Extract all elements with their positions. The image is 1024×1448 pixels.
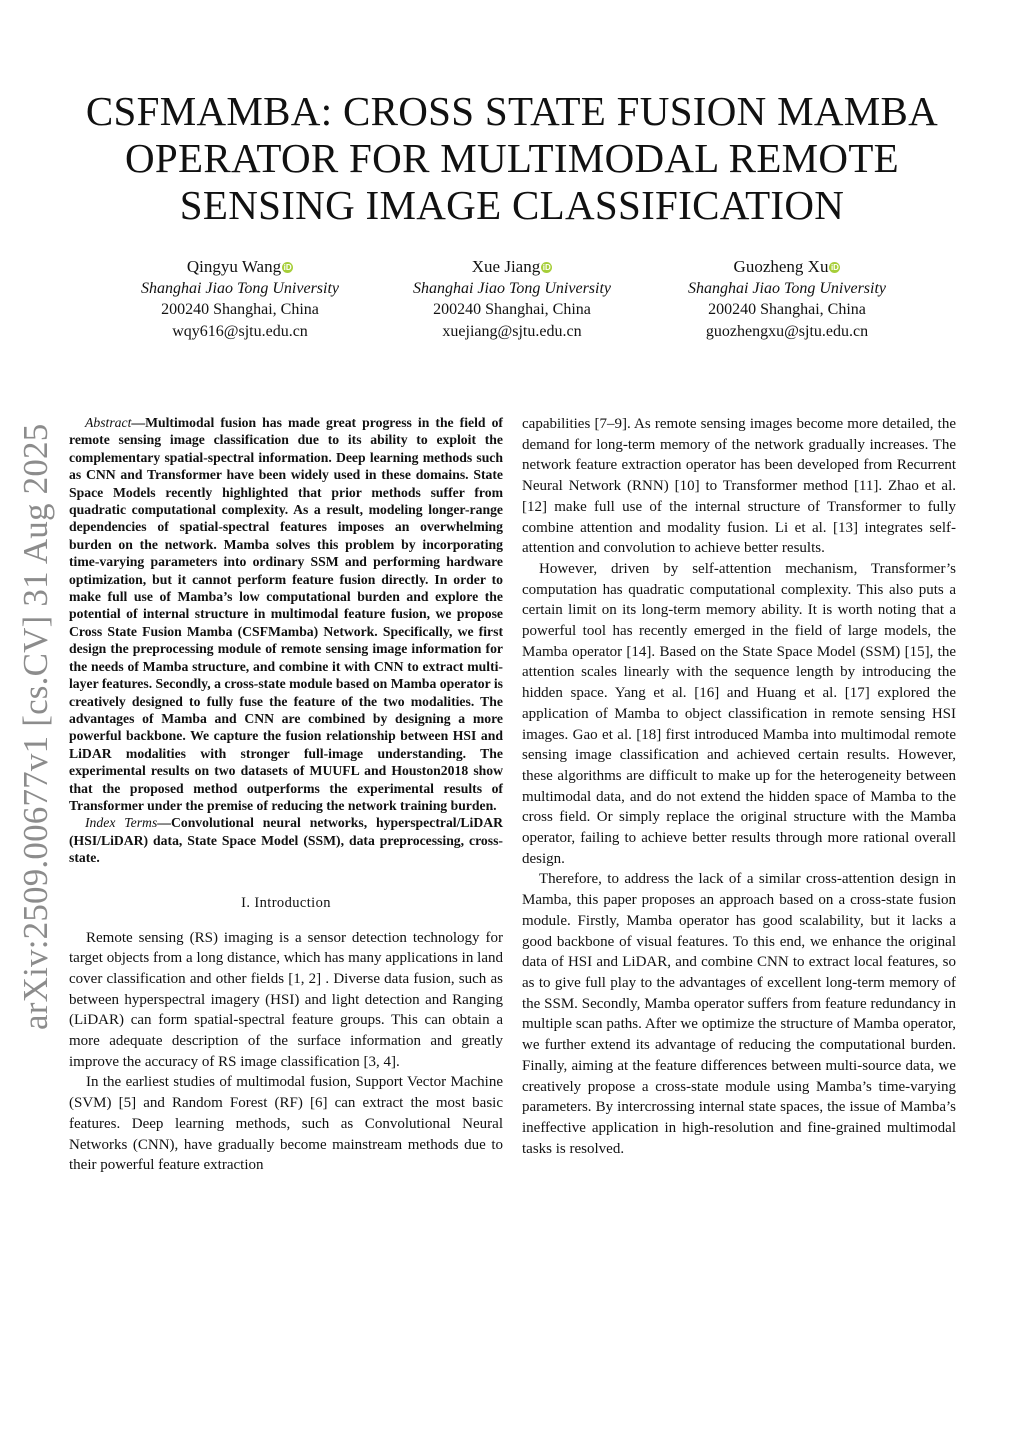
author-name: Qingyu Wang <box>186 257 282 276</box>
orcid-icon[interactable]: iD <box>283 263 292 272</box>
author-3 <box>647 256 927 342</box>
paper-title: CSFMAMBA: CROSS STATE FUSION MAMBA OPERATOR FOR MULTIMODAL REMOTE SENSING IMAGE CLASSIFICATION <box>85 88 939 228</box>
abstract-lead: Abstract <box>85 415 132 430</box>
author-email: guozhengxu@sjtu.edu.cn <box>705 322 869 340</box>
index-terms-text: —Convolutional neural networks, hyperspectral/LiDAR (HSI/LiDAR) data, State Space Model (SSM), data preprocessing, cross-state. <box>69 815 503 866</box>
body-paragraph: Remote sensing (RS) imaging is a sensor detection technology for target objects from a long distance, which has many applications in land cover classification and other fields [1, 2] . Diverse data fusion, such as between hyperspectral imagery (HSI) and light detection and Ranging (LiDAR) can form spatial-spectral feature groups. This can obtain a more adequate description of the surface information and greatly improve the accuracy of RS image classification [3, 4]. <box>69 929 503 1070</box>
section-heading-introduction: I. Introduction <box>241 894 331 911</box>
author-2 <box>372 256 652 342</box>
author-affiliation: Shanghai Jiao Tong University <box>140 279 340 297</box>
author-email: wqy616@sjtu.edu.cn <box>172 322 308 340</box>
index-terms <box>69 814 503 866</box>
arxiv-watermark: arXiv:2509.00677v1 [cs.CV] 31 Aug 2025 <box>16 423 55 1030</box>
body-paragraph: In the earliest studies of multimodal fusion, Support Vector Machine (SVM) [5] and Random Forest (RF) [6] can extract the most basic features. Deep learning methods, such as Convolutional Neural Networks (CNN), have gradually become mainstream methods due to their powerful feature extraction <box>69 1074 503 1174</box>
author-email: xuejiang@sjtu.edu.cn <box>442 322 582 340</box>
author-name: Xue Jiang <box>471 257 541 276</box>
author-affiliation: Shanghai Jiao Tong University <box>412 279 612 297</box>
author-name: Guozheng Xu <box>733 257 829 276</box>
author-affiliation: Shanghai Jiao Tong University <box>687 279 887 297</box>
abstract <box>69 414 503 814</box>
index-terms-lead: Index Terms <box>85 815 158 831</box>
author-address: 200240 Shanghai, China <box>708 301 866 318</box>
right-column <box>522 414 956 1159</box>
body-paragraph: capabilities [7–9]. As remote sensing images become more detailed, the demand for long-term memory of the network gradually increases. The network feature extraction operator has been developed from Recurrent Neural Network (RNN) [10] to Transformer method [11]. Zhao et al. [12] make full use of the internal structure of Transformer to fully combine attention and modality fusion. Li et al. [13] integrates self-attention and convolution to achieve better results. <box>522 416 956 557</box>
author-block <box>100 256 924 356</box>
orcid-icon[interactable]: iD <box>542 263 551 272</box>
left-column <box>69 414 503 1176</box>
orcid-icon[interactable]: iD <box>830 263 839 272</box>
abstract-text: —Multimodal fusion has made great progress in the field of remote sensing image classification due to its ability to exploit the complementary spatial-spectral information. Deep learning methods such as CNN and Transformer have been widely used in these domains. State Space Models recently highlighted that prior methods suffer from quadratic computational complexity. As a result, modeling longer-range dependencies of spatial-spectral features imposes an overwhelming burden on the network. Mamba solves this problem by incorporating time-varying parameters into ordinary SSM and performing hardware optimization, but it cannot perform feature fusion directly. In order to make full use of Mamba’s low computational burden and explore the potential of internal structure in multimodal feature fusion, we propose Cross State Fusion Mamba (CSFMamba) Network. Specifically, we first design the preprocessing module of remote sensing image information for the needs of Mamba structure, and combine it with CNN to extract multi-layer features. Secondly, a cross-state module based on Mamba operator is creatively designed to fully fuse the feature of the two modalities. The advantages of Mamba and CNN are combined by designing a more powerful backbone. We capture the fusion relationship between HSI and LiDAR modalities with stronger full-image understanding. The experimental results on two datasets of MUUFL and Houston2018 show that the proposed method outperforms the experimental results of Transformer under the premise of reducing the network training burden. <box>69 415 503 813</box>
body-paragraph: However, driven by self-attention mechanism, Transformer’s computation has quadratic computational complexity. This also puts a certain limit on its long-term memory ability. It is worth noting that a powerful tool has recently emerged in the field of large models, the Mamba operator [14]. Based on the State Space Model (SSM) [15], the attention scales linearly with the sequence length by introducing the hidden space. Yang et al. [16] and Huang et al. [17] explored the application of Mamba to object classification in remote sensing HSI images. Gao et al. [18] first introduced Mamba into multimodal remote sensing image classification and achieved certain results. However, these algorithms are difficult to make up for the heterogeneity between multimodal data, and do not extend the hidden space of Mamba to the cross field. Or simply replace the original structure with the Mamba operator, failing to achieve better results through more rational overall design. <box>522 560 956 867</box>
author-1 <box>100 256 380 342</box>
author-address: 200240 Shanghai, China <box>161 301 319 318</box>
body-paragraph: Therefore, to address the lack of a similar cross-attention design in Mamba, this paper proposes an approach based on a cross-state fusion module. Firstly, Mamba operator has good scalability, but it lacks a good backbone of visual features. To this end, we enhance the original data of HSI and LiDAR, and combine CNN to extract local features, so as to give full play to the advantages of excellent long-term memory of the SSM. Secondly, Mamba operator suffers from feature redundancy in multiple scan paths. After we optimize the structure of Mamba operator, we further extend its advantage of reducing the computational burden. Finally, aiming at the feature differences between multi-source data, we creatively propose a cross-state module using Mamba’s time-varying parameters. By intercrossing internal state spaces, the issue of Mamba’s ineffective application in high-resolution and fine-grained multimodal tasks is resolved. <box>522 871 956 1157</box>
author-address: 200240 Shanghai, China <box>433 301 591 318</box>
